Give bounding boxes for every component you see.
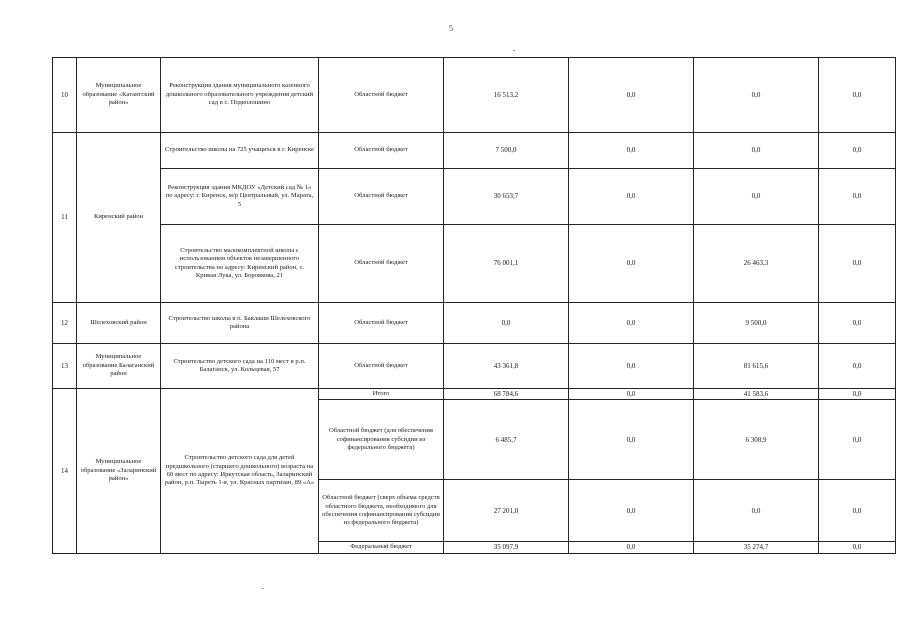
value-cell: 0,0: [819, 400, 896, 480]
source-cell: Итого: [319, 389, 444, 400]
value-cell: 0,0: [819, 344, 896, 389]
table-row: [53, 303, 896, 344]
value-cell: 43 361,8: [444, 344, 569, 389]
table-row: [53, 169, 896, 225]
value-cell: 0,0: [444, 303, 569, 344]
object-cell: Реконструкция здания муниципального казенного дошкольного образовательного учреждения детский сад в с. Подволошино: [161, 58, 319, 133]
value-cell: 35 097,9: [444, 542, 569, 553]
district-cell: Муниципальное образование «Катангский район»: [77, 58, 161, 133]
value-cell: 0,0: [694, 58, 819, 133]
source-cell: Областной бюджет: [319, 169, 444, 225]
object-cell: Строительство малокомплектной школы с использованием объектов незавершенного строительства по адресу: Киренский район, с. Кривая Лука, ул. Боровкова, 21: [161, 225, 319, 303]
value-cell: 0,0: [569, 480, 694, 542]
source-cell: Областной бюджет (сверх объема средств областного бюджета, необходимого для обеспечения софинансирования субсидии из федерального бюджета): [319, 480, 444, 542]
value-cell: 81 615,6: [694, 344, 819, 389]
table-row: [53, 225, 896, 303]
value-cell: 9 500,0: [694, 303, 819, 344]
district-cell: Шелеховский район: [77, 303, 161, 344]
value-cell: 0,0: [569, 169, 694, 225]
source-cell: Областной бюджет: [319, 133, 444, 169]
value-cell: 0,0: [819, 480, 896, 542]
value-cell: 0,0: [819, 58, 896, 133]
value-cell: 30 653,7: [444, 169, 569, 225]
value-cell: 16 513,2: [444, 58, 569, 133]
value-cell: 41 583,6: [694, 389, 819, 400]
table-row: [53, 133, 896, 169]
table-row: [53, 58, 896, 133]
object-cell: Строительство детского сада для детей предшкольного (старшего дошкольного) возраста на 60 мест по адресу: Иркутская область, Заларинский район, р.п. Тыреть 1-я, ул. Красных партизан, 89 «А»: [161, 389, 319, 554]
row-number: 11: [53, 133, 77, 303]
value-cell: 6 308,9: [694, 400, 819, 480]
table-row: [53, 389, 896, 400]
value-cell: 0,0: [569, 58, 694, 133]
row-number: 14: [53, 389, 77, 554]
value-cell: 0,0: [819, 542, 896, 553]
source-cell: Областной бюджет: [319, 225, 444, 303]
table-row: [53, 344, 896, 389]
source-cell: Областной бюджет: [319, 303, 444, 344]
page-number: 5: [449, 24, 453, 33]
value-cell: 0,0: [569, 389, 694, 400]
value-cell: 35 274,7: [694, 542, 819, 553]
value-cell: 0,0: [569, 542, 694, 553]
district-cell: Муниципальное образование Балаганский район: [77, 344, 161, 389]
row-number: 10: [53, 58, 77, 133]
source-cell: Областной бюджет (для обеспечения софинансирования субсидии из федерального бюджета): [319, 400, 444, 480]
value-cell: 0,0: [819, 303, 896, 344]
district-cell: Киренский район: [77, 133, 161, 303]
row-number: 13: [53, 344, 77, 389]
row-number: 12: [53, 303, 77, 344]
value-cell: 26 463,3: [694, 225, 819, 303]
value-cell: 76 001,1: [444, 225, 569, 303]
value-cell: 7 500,0: [444, 133, 569, 169]
object-cell: Строительство детского сада на 110 мест в р.п. Балаганск, ул. Кольцевая, 57: [161, 344, 319, 389]
value-cell: 0,0: [819, 225, 896, 303]
value-cell: 0,0: [569, 344, 694, 389]
value-cell: 0,0: [569, 303, 694, 344]
source-cell: Федеральный бюджет: [319, 542, 444, 553]
scan-speck: [513, 50, 515, 51]
value-cell: 0,0: [569, 225, 694, 303]
object-cell: Строительство школы на 725 учащихся в г. Киренске: [161, 133, 319, 169]
value-cell: 0,0: [569, 133, 694, 169]
object-cell: Строительство школы в п. Баклаши Шелеховского района: [161, 303, 319, 344]
value-cell: 0,0: [819, 389, 896, 400]
district-cell: Муниципальное образование «Заларинский район»: [77, 389, 161, 554]
value-cell: 0,0: [694, 133, 819, 169]
funding-table: [52, 57, 896, 554]
value-cell: 0,0: [819, 169, 896, 225]
value-cell: 6 485,7: [444, 400, 569, 480]
source-cell: Областной бюджет: [319, 344, 444, 389]
value-cell: 0,0: [819, 133, 896, 169]
source-cell: Областной бюджет: [319, 58, 444, 133]
object-cell: Реконструкция здания МКДОУ «Детский сад № 1» по адресу: г. Киренск, м/р Центральный, ул. Марата, 5: [161, 169, 319, 225]
value-cell: 0,0: [569, 400, 694, 480]
value-cell: 68 784,6: [444, 389, 569, 400]
scan-speck: [262, 588, 264, 589]
value-cell: 27 201,0: [444, 480, 569, 542]
value-cell: 0,0: [694, 480, 819, 542]
value-cell: 0,0: [694, 169, 819, 225]
